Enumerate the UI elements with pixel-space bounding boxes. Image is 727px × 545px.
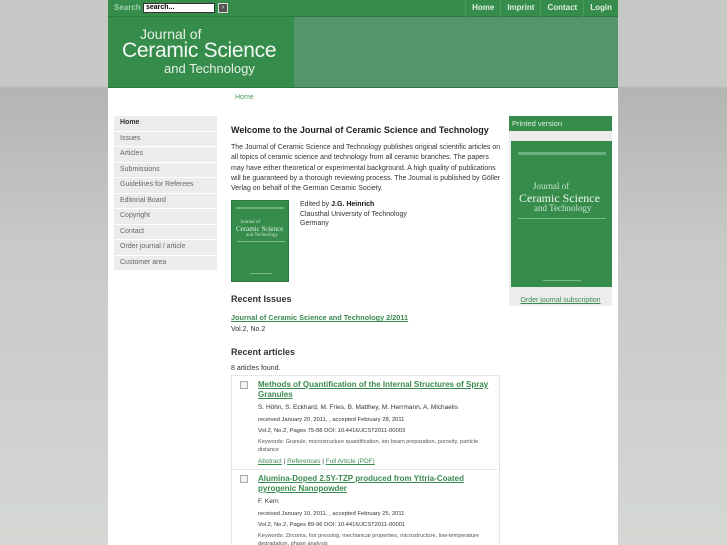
search-submit-button[interactable]: › [218, 3, 228, 13]
article-item [231, 375, 500, 469]
nav-imprint[interactable]: Imprint [500, 0, 540, 17]
sidebar-item-editorial-board[interactable]: Editorial Board [114, 194, 217, 209]
recent-issues-heading: Recent Issues [231, 294, 292, 305]
logo-line-2: Ceramic Science [122, 39, 277, 62]
cover-text: Ceramic Science [236, 225, 284, 234]
cover-band [236, 207, 284, 209]
editor-info [300, 200, 407, 229]
editor-country: Germany [300, 220, 329, 228]
sidebar-nav [114, 116, 217, 271]
editor-block [231, 200, 501, 282]
top-bar [108, 0, 618, 17]
link-separator: | [283, 458, 288, 465]
article-checkbox[interactable] [240, 381, 248, 389]
nav-home[interactable]: Home [465, 0, 500, 17]
sidebar-item-guidelines[interactable]: Guidelines for Referees [114, 178, 217, 193]
cover-rule [518, 218, 606, 219]
cover-rule [237, 241, 285, 242]
sidebar-item-contact[interactable]: Contact [114, 225, 217, 240]
cover-text: Journal of [240, 220, 261, 226]
journal-cover-image[interactable] [511, 141, 612, 287]
page [108, 0, 618, 545]
article-authors: S. Höhn, S. Eckhard, M. Fries, B. Matthey, M. Herrmann, A. Michaelis [258, 404, 458, 411]
article-keywords: Keywords: Zirconia, hot pressing, mechanical properties, microstructure, low-temperature degradation, phase analysis [258, 533, 480, 545]
editor-prefix: Edited by [300, 201, 332, 209]
breadcrumb-home[interactable]: Home [235, 94, 254, 101]
article-list [231, 375, 500, 545]
articles-count: 8 articles found. [231, 365, 281, 373]
cover-text: Ceramic Science [519, 191, 600, 205]
header-divider [108, 87, 618, 88]
article-authors: F. Kern [258, 498, 279, 505]
main-content [231, 125, 501, 372]
nav-contact[interactable]: Contact [540, 0, 583, 17]
issue-link[interactable]: Journal of Ceramic Science and Technology 2/2011 [231, 313, 409, 323]
printed-version-title: Printed version [509, 116, 612, 131]
cover-rule [250, 273, 272, 274]
search-label: Search [114, 3, 141, 12]
sidebar-item-articles[interactable]: Articles [114, 147, 217, 162]
article-keywords: Keywords: Granule, microstructure quantification, ion beam preparation, porosity, particle distance [258, 439, 479, 453]
journal-logo[interactable] [108, 17, 294, 87]
printed-version-box [509, 116, 612, 306]
abstract-link[interactable]: Abstract [258, 458, 282, 465]
sidebar-item-issues[interactable]: Issues [114, 132, 217, 147]
logo-line-3: and Technology [164, 61, 255, 76]
full-article-pdf-link[interactable]: Full Article (PDF) [325, 458, 375, 465]
article-links [258, 458, 495, 465]
article-title-link[interactable]: Methods of Quantification of the Internal Structures of Spray Granules [258, 380, 489, 399]
cover-rule [543, 280, 581, 281]
article-checkbox[interactable] [240, 475, 248, 483]
cover-band [518, 152, 606, 155]
article-dates: received January 20, 2011, , accepted February 28, 2011 [258, 417, 405, 423]
issue-volume: Vol.2, No.2 [231, 326, 266, 334]
search-input[interactable]: search... [143, 3, 215, 13]
article-title-link[interactable]: Alumina-Doped 2.5Y-TZP produced from Yttria-Coated pyrogenic Nanopowder [258, 474, 464, 493]
editor-name: J.G. Heinrich [331, 201, 375, 209]
cover-text: Journal of [533, 181, 570, 191]
article-volume-doi: Vol.2, No.2, Pages 89-96 DOI: 10.4416/JCST2011-00001 [258, 522, 406, 528]
page-title: Welcome to the Journal of Ceramic Science and Technology [231, 125, 489, 135]
article-dates: received January 10, 2011, , accepted February 25, 2011 [258, 511, 405, 517]
sidebar-item-submissions[interactable]: Submissions [114, 163, 217, 178]
journal-cover-thumbnail[interactable] [231, 200, 289, 282]
cover-text: and Technology [534, 203, 592, 213]
intro-text: The Journal of Ceramic Science and Technology publishes original scientific articles on all topics of ceramic science and technology from all ceramic branches. The papers may have either theoretical or experimental background. A high quality of publications will be guaranteed by a thorough reviewing process. The Journal is published by Göller Verlag on behalf of the German Ceramic Society. [231, 144, 501, 193]
article-volume-doi: Vol.2, No.2, Pages 75-88 DOI: 10.4416/JCST2011-00003 [258, 428, 406, 434]
sidebar-item-order[interactable]: Order journal / article [114, 240, 217, 255]
recent-articles-heading: Recent articles [231, 347, 296, 358]
cover-text: and Technology [246, 233, 278, 239]
editor-affiliation: Clausthal University of Technology [300, 210, 407, 218]
article-item [231, 469, 500, 545]
top-nav [465, 0, 618, 17]
nav-login[interactable]: Login [583, 0, 618, 17]
sidebar-item-customer-area[interactable]: Customer area [114, 256, 217, 271]
header-banner [108, 17, 618, 87]
references-link[interactable]: References [287, 458, 321, 465]
sidebar-item-copyright[interactable]: Copyright [114, 209, 217, 224]
order-subscription-link[interactable]: Order journal subscription [520, 297, 601, 304]
sidebar-item-home[interactable]: Home [114, 116, 217, 131]
logo-line-1: Journal of [140, 26, 202, 42]
link-separator: | [322, 458, 326, 465]
